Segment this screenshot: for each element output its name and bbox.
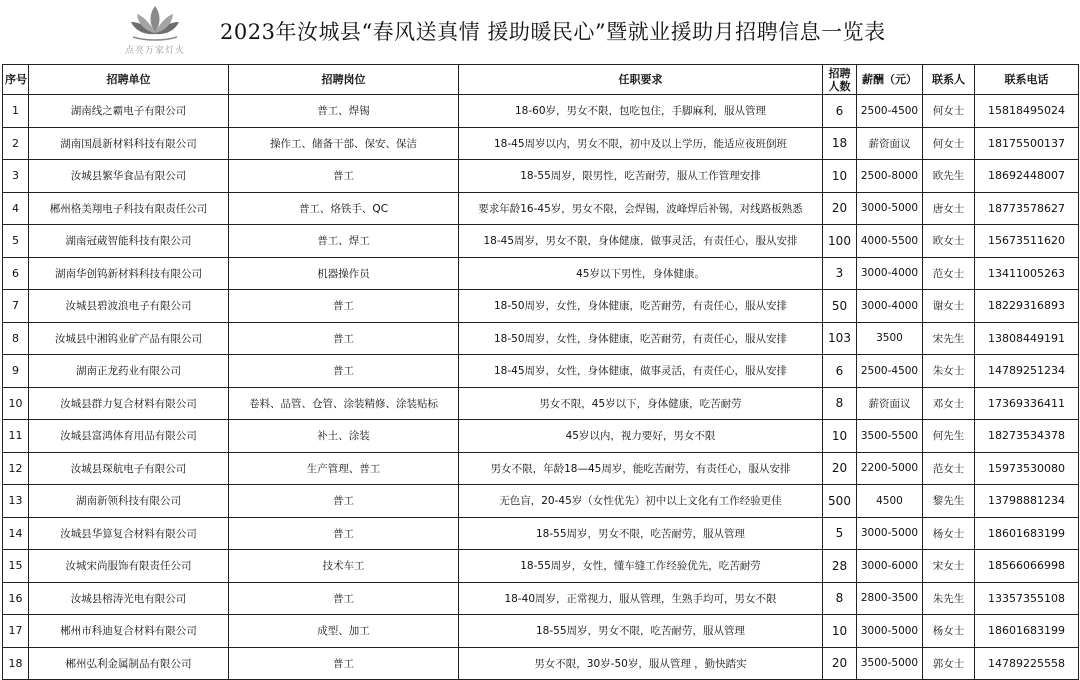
headcount-cell: 28	[823, 550, 857, 583]
company-cell: 湖南线之霸电子有限公司	[29, 95, 229, 128]
header-cell: 联系电话	[975, 65, 1079, 95]
contact-cell: 唐女士	[923, 192, 975, 225]
table-header-row	[3, 65, 1079, 95]
table-row	[3, 290, 1079, 323]
salary-cell: 3500-5000	[857, 647, 923, 680]
salary-cell: 3000-4000	[857, 290, 923, 323]
requirement-cell: 男女不限，45岁以下，身体健康，吃苦耐劳	[459, 387, 823, 420]
salary-cell: 2500-8000	[857, 160, 923, 193]
logo-text: 点亮万家灯火	[124, 46, 185, 56]
contact-cell: 何女士	[923, 127, 975, 160]
phone-cell: 18229316893	[975, 290, 1079, 323]
headcount-cell: 20	[823, 647, 857, 680]
table-row	[3, 485, 1079, 518]
position-cell: 普工	[229, 485, 459, 518]
requirement-cell: 18-45周岁，女性，身体健康，做事灵活，有责任心，服从安排	[459, 355, 823, 388]
company-cell: 湖南新领科技有限公司	[29, 485, 229, 518]
table-row	[3, 550, 1079, 583]
headcount-cell: 10	[823, 615, 857, 648]
contact-cell: 朱女士	[923, 355, 975, 388]
headcount-cell: 10	[823, 420, 857, 453]
position-cell: 生产管理、普工	[229, 452, 459, 485]
phone-cell: 17369336411	[975, 387, 1079, 420]
position-cell: 普工	[229, 582, 459, 615]
salary-cell: 2500-4500	[857, 95, 923, 128]
company-cell: 郴州市科迪复合材料有限公司	[29, 615, 229, 648]
position-cell: 普工	[229, 160, 459, 193]
contact-cell: 宋先生	[923, 322, 975, 355]
headcount-cell: 20	[823, 192, 857, 225]
headcount-cell: 10	[823, 160, 857, 193]
requirement-cell: 18-60岁，男女不限，包吃包住，手脚麻利，服从管理	[459, 95, 823, 128]
contact-cell: 何女士	[923, 95, 975, 128]
company-cell: 汝城县琛航电子有限公司	[29, 452, 229, 485]
table-row	[3, 192, 1079, 225]
salary-cell: 3500-5500	[857, 420, 923, 453]
table-row	[3, 387, 1079, 420]
requirement-cell: 无色盲，20-45岁（女性优先）初中以上文化有工作经验更佳	[459, 485, 823, 518]
header-cell: 招聘人数	[823, 65, 857, 95]
row-number-cell: 18	[3, 647, 29, 680]
requirement-cell: 18-55周岁，男女不限，吃苦耐劳，服从管理	[459, 615, 823, 648]
position-cell: 技术车工	[229, 550, 459, 583]
table-row	[3, 647, 1079, 680]
row-number-cell: 16	[3, 582, 29, 615]
row-number-cell: 9	[3, 355, 29, 388]
company-cell: 汝城县群力复合材料有限公司	[29, 387, 229, 420]
phone-cell: 13798881234	[975, 485, 1079, 518]
company-cell: 湖南国晨新材料科技有限公司	[29, 127, 229, 160]
company-cell: 郴州弘利金属制品有限公司	[29, 647, 229, 680]
salary-cell: 3000-5000	[857, 517, 923, 550]
row-number-cell: 10	[3, 387, 29, 420]
position-cell: 普工、烙铁手、QC	[229, 192, 459, 225]
table-row	[3, 322, 1079, 355]
salary-cell: 2200-5000	[857, 452, 923, 485]
phone-cell: 13411005263	[975, 257, 1079, 290]
table-row	[3, 615, 1079, 648]
salary-cell: 4000-5500	[857, 225, 923, 258]
header-cell: 序号	[3, 65, 29, 95]
position-cell: 普工	[229, 322, 459, 355]
headcount-cell: 3	[823, 257, 857, 290]
company-cell: 郴州格美翔电子科技有限责任公司	[29, 192, 229, 225]
requirement-cell: 18-45周岁，男女不限，身体健康，做事灵活，有责任心，服从安排	[459, 225, 823, 258]
contact-cell: 何先生	[923, 420, 975, 453]
header-cell: 联系人	[923, 65, 975, 95]
requirement-cell: 18-55周岁，女性，懂车缝工作经验优先，吃苦耐劳	[459, 550, 823, 583]
company-cell: 汝城县中湘钨业矿产品有限公司	[29, 322, 229, 355]
salary-cell: 3000-4000	[857, 257, 923, 290]
requirement-cell: 男女不限，年龄18—45周岁，能吃苦耐劳，有责任心，服从安排	[459, 452, 823, 485]
page-title: 2023年汝城县“春风送真情 援助暖民心”暨就业援助月招聘信息一览表	[220, 20, 886, 44]
headcount-cell: 5	[823, 517, 857, 550]
table-row	[3, 517, 1079, 550]
headcount-cell: 103	[823, 322, 857, 355]
phone-cell: 18773578627	[975, 192, 1079, 225]
recruitment-table	[2, 64, 1079, 680]
contact-cell: 范女士	[923, 257, 975, 290]
company-cell: 汝城宋尚服饰有限责任公司	[29, 550, 229, 583]
headcount-cell: 50	[823, 290, 857, 323]
row-number-cell: 17	[3, 615, 29, 648]
table-row	[3, 160, 1079, 193]
contact-cell: 欧女士	[923, 225, 975, 258]
headcount-cell: 6	[823, 355, 857, 388]
salary-cell: 薪资面议	[857, 387, 923, 420]
requirement-cell: 18-45周岁以内，男女不限，初中及以上学历，能适应夜班倒班	[459, 127, 823, 160]
company-cell: 湖南华创钨新材料科技有限公司	[29, 257, 229, 290]
headcount-cell: 8	[823, 387, 857, 420]
phone-cell: 18692448007	[975, 160, 1079, 193]
headcount-cell: 500	[823, 485, 857, 518]
row-number-cell: 8	[3, 322, 29, 355]
requirement-cell: 18-40周岁，正常视力，服从管理，生熟手均可，男女不限	[459, 582, 823, 615]
row-number-cell: 1	[3, 95, 29, 128]
contact-cell: 朱先生	[923, 582, 975, 615]
phone-cell: 13357355108	[975, 582, 1079, 615]
salary-cell: 3000-6000	[857, 550, 923, 583]
headcount-cell: 20	[823, 452, 857, 485]
table-row	[3, 582, 1079, 615]
row-number-cell: 5	[3, 225, 29, 258]
header-cell: 任职要求	[459, 65, 823, 95]
table-row	[3, 355, 1079, 388]
position-cell: 卷料、品管、仓管、涂装精修、涂装贴标	[229, 387, 459, 420]
requirement-cell: 男女不限，30岁-50岁，服从管理 ，勤快踏实	[459, 647, 823, 680]
position-cell: 普工、焊工	[229, 225, 459, 258]
table-row	[3, 225, 1079, 258]
salary-cell: 3000-5000	[857, 192, 923, 225]
salary-cell: 4500	[857, 485, 923, 518]
phone-cell: 14789251234	[975, 355, 1079, 388]
row-number-cell: 11	[3, 420, 29, 453]
phone-cell: 18273534378	[975, 420, 1079, 453]
contact-cell: 宋女士	[923, 550, 975, 583]
contact-cell: 欧先生	[923, 160, 975, 193]
salary-cell: 3500	[857, 322, 923, 355]
company-cell: 汝城县富鸿体育用品有限公司	[29, 420, 229, 453]
company-cell: 汝城县华算复合材料有限公司	[29, 517, 229, 550]
phone-cell: 13808449191	[975, 322, 1079, 355]
phone-cell: 18601683199	[975, 615, 1079, 648]
contact-cell: 杨女士	[923, 517, 975, 550]
requirement-cell: 要求年龄16-45岁，男女不限，会焊锡，波峰焊后补锡，对线路板熟悉	[459, 192, 823, 225]
position-cell: 普工	[229, 647, 459, 680]
position-cell: 机器操作员	[229, 257, 459, 290]
company-cell: 汝城县繁华食品有限公司	[29, 160, 229, 193]
lotus-logo-icon	[127, 4, 183, 42]
row-number-cell: 15	[3, 550, 29, 583]
salary-cell: 2800-3500	[857, 582, 923, 615]
contact-cell: 郭女士	[923, 647, 975, 680]
position-cell: 普工	[229, 517, 459, 550]
headcount-cell: 8	[823, 582, 857, 615]
header-cell: 招聘岗位	[229, 65, 459, 95]
position-cell: 补土、涂装	[229, 420, 459, 453]
phone-cell: 18566066998	[975, 550, 1079, 583]
header-cell: 招聘单位	[29, 65, 229, 95]
row-number-cell: 3	[3, 160, 29, 193]
phone-cell: 15973530080	[975, 452, 1079, 485]
requirement-cell: 18-55周岁，限男性，吃苦耐劳，服从工作管理安排	[459, 160, 823, 193]
requirement-cell: 18-55周岁，男女不限，吃苦耐劳，服从管理	[459, 517, 823, 550]
row-number-cell: 12	[3, 452, 29, 485]
requirement-cell: 45岁以内，视力要好，男女不限	[459, 420, 823, 453]
company-cell: 湖南正龙药业有限公司	[29, 355, 229, 388]
position-cell: 普工、焊锡	[229, 95, 459, 128]
position-cell: 操作工、储备干部、保安、保洁	[229, 127, 459, 160]
phone-cell: 15673511620	[975, 225, 1079, 258]
contact-cell: 黎先生	[923, 485, 975, 518]
company-cell: 湖南冠葳智能科技有限公司	[29, 225, 229, 258]
phone-cell: 14789225558	[975, 647, 1079, 680]
requirement-cell: 45岁以下男性，身体健康。	[459, 257, 823, 290]
company-cell: 汝城县碧波浪电子有限公司	[29, 290, 229, 323]
row-number-cell: 13	[3, 485, 29, 518]
logo	[112, 4, 198, 56]
phone-cell: 15818495024	[975, 95, 1079, 128]
header	[0, 0, 1080, 62]
salary-cell: 2500-4500	[857, 355, 923, 388]
row-number-cell: 2	[3, 127, 29, 160]
position-cell: 普工	[229, 355, 459, 388]
position-cell: 普工	[229, 290, 459, 323]
position-cell: 成型、加工	[229, 615, 459, 648]
table-row	[3, 95, 1079, 128]
headcount-cell: 18	[823, 127, 857, 160]
contact-cell: 杨女士	[923, 615, 975, 648]
row-number-cell: 4	[3, 192, 29, 225]
phone-cell: 18175500137	[975, 127, 1079, 160]
contact-cell: 范女士	[923, 452, 975, 485]
row-number-cell: 14	[3, 517, 29, 550]
salary-cell: 薪资面议	[857, 127, 923, 160]
company-cell: 汝城县榕涛光电有限公司	[29, 582, 229, 615]
row-number-cell: 7	[3, 290, 29, 323]
table-body	[3, 95, 1079, 680]
table-row	[3, 257, 1079, 290]
headcount-cell: 100	[823, 225, 857, 258]
header-cell: 薪酬（元）	[857, 65, 923, 95]
contact-cell: 谢女士	[923, 290, 975, 323]
requirement-cell: 18-50周岁，女性，身体健康，吃苦耐劳，有责任心，服从安排	[459, 322, 823, 355]
table-row	[3, 452, 1079, 485]
row-number-cell: 6	[3, 257, 29, 290]
salary-cell: 3000-5000	[857, 615, 923, 648]
requirement-cell: 18-50周岁，女性，身体健康，吃苦耐劳，有责任心，服从安排	[459, 290, 823, 323]
contact-cell: 邓女士	[923, 387, 975, 420]
table-row	[3, 420, 1079, 453]
headcount-cell: 6	[823, 95, 857, 128]
table-row	[3, 127, 1079, 160]
phone-cell: 18601683199	[975, 517, 1079, 550]
